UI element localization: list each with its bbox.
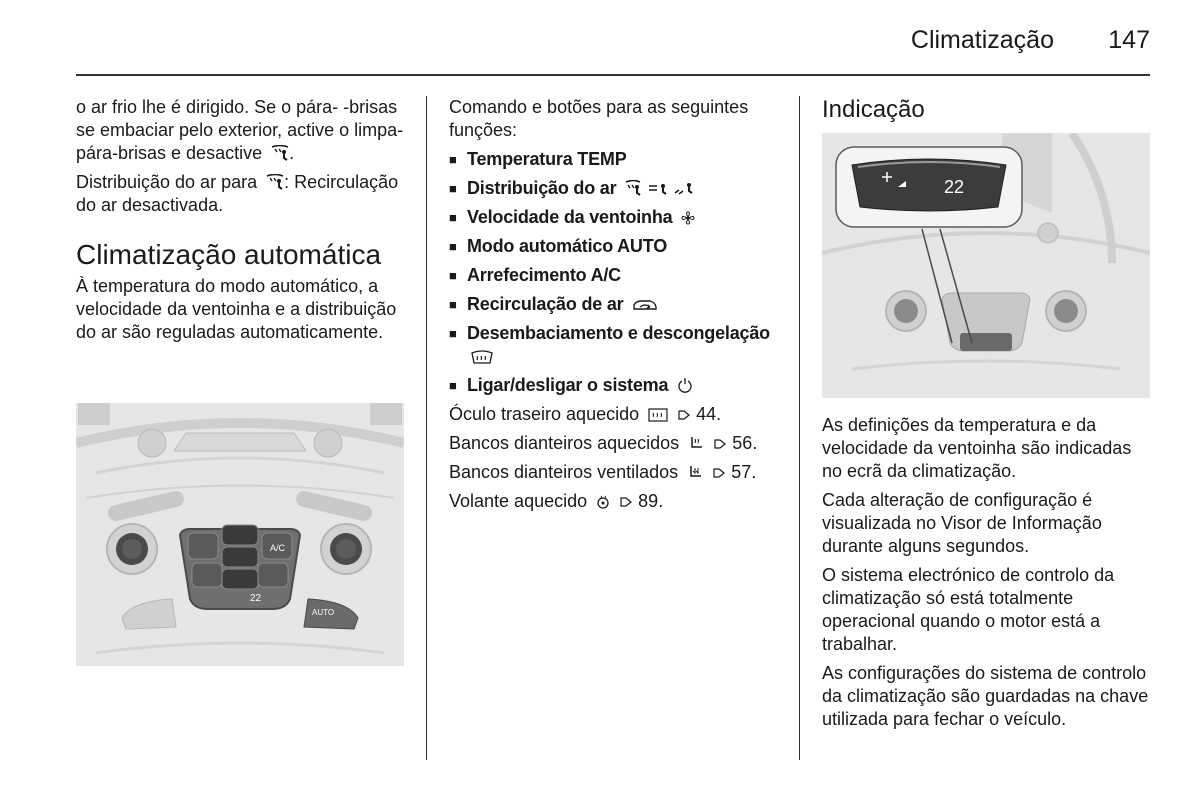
reference-line: Volante aquecido 89. [449, 491, 664, 511]
list-item: ■ Arrefecimento A/C [449, 264, 789, 287]
column-divider [799, 96, 800, 760]
windscreen-airflow-icon [271, 145, 289, 161]
paragraph: Cada alteração de configuração é visualizada no Visor de Informação durante alguns segundos. [822, 490, 1102, 556]
page-header-title: Climatização [910, 26, 1054, 54]
climate-display-illustration [822, 133, 1150, 398]
page-reference-arrow-icon [712, 466, 726, 480]
paragraph-text: : Recirculação do ar desactivada. [76, 172, 399, 215]
header-rule [76, 74, 1150, 76]
section-title: Indicação [822, 96, 925, 123]
seat-heating-icon [688, 435, 704, 451]
steering-wheel-heating-icon [596, 495, 610, 509]
list-item: ■ Velocidade da ventoinha [449, 206, 789, 229]
reference-line: Bancos dianteiros ventilados 57. [449, 462, 757, 482]
section-intro: À temperatura do modo automático, a velocidade da ventoinha e a distribuição do ar são reguladas automaticamente. [76, 276, 397, 342]
paragraph: As definições da temperatura e da velocidade da ventoinha são indicadas no ecrã da climatização. [822, 415, 1132, 481]
paragraph: o ar frio lhe é dirigido. Se o pára- -brisas se embaciar pelo exterior, active o limpa-pára-brisas e desactive . [76, 97, 404, 163]
page-reference[interactable]: 44. [696, 404, 722, 424]
paragraph: As configurações do sistema de controlo da climatização são guardadas na chave utilizada para fechar o veículo. [822, 663, 1149, 729]
fan-icon [681, 211, 695, 225]
page-reference[interactable]: 89. [638, 491, 664, 511]
page-reference-arrow-icon [713, 437, 727, 451]
windscreen-airflow-icon [266, 174, 284, 190]
column-middle [449, 96, 789, 519]
reference-line: Bancos dianteiros aquecidos 56. [449, 433, 758, 453]
column-divider [426, 96, 427, 760]
page-reference[interactable]: 57. [731, 462, 757, 482]
ac-button-label: A/C [270, 543, 286, 553]
power-icon [677, 377, 693, 393]
column-left [76, 96, 406, 350]
list-item: ■ Temperatura TEMP [449, 148, 789, 171]
feature-list [449, 148, 789, 397]
list-item: ■ Distribuição do ar [449, 177, 789, 200]
page-reference[interactable]: 56. [732, 433, 758, 453]
section-title: Climatização automática [76, 239, 382, 270]
list-item: ■ Desembaciamento e descongelação [449, 322, 789, 368]
page-reference-arrow-icon [619, 495, 633, 509]
column-right-text [822, 414, 1152, 737]
seat-ventilation-icon [687, 464, 703, 480]
page-reference-arrow-icon [677, 408, 691, 422]
climate-panel-figure [76, 403, 404, 666]
intro-text: Comando e botões para as seguintes funções: [449, 97, 749, 140]
climate-panel-illustration [76, 403, 404, 666]
column-right [822, 96, 1152, 134]
reference-line: Óculo traseiro aquecido 44. [449, 404, 722, 424]
auto-button-label: AUTO [312, 608, 335, 617]
temperature-display: 22 [944, 177, 965, 197]
paragraph: O sistema electrónico de controlo da climatização só está totalmente operacional quando o motor está a trabalhar. [822, 565, 1115, 654]
paragraph-text: o ar frio lhe é dirigido. Se o pára- -brisas se embaciar pelo exterior, active o limpa-pára-brisas e desactive [76, 97, 404, 163]
recirculation-icon [632, 298, 658, 312]
rear-window-heating-icon [648, 408, 668, 422]
paragraph-text: Distribuição do ar para [76, 172, 258, 192]
display-figure [822, 133, 1150, 398]
paragraph [76, 171, 406, 217]
temp-display-small: 22 [250, 593, 262, 604]
air-distribution-icons [625, 180, 697, 196]
list-item: ■ Modo automático AUTO [449, 235, 789, 258]
list-item: ■ Recirculação de ar [449, 293, 789, 316]
defrost-icon [471, 350, 493, 364]
page-number: 147 [1108, 26, 1150, 54]
list-item: ■ Ligar/desligar o sistema [449, 374, 789, 397]
